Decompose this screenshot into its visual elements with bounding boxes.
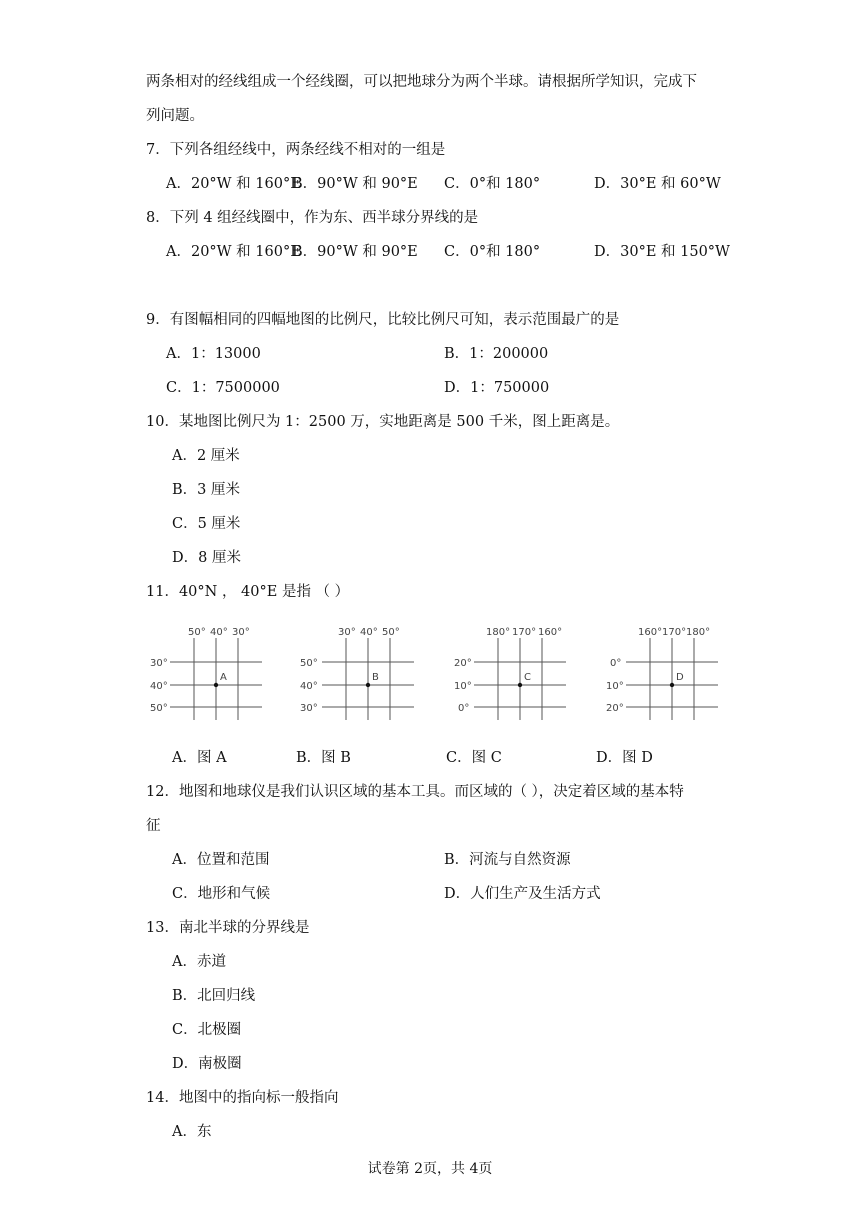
question-12-stem-line-2: 征 xyxy=(146,818,161,834)
figure-d-top-label-1: 160° xyxy=(638,627,663,638)
question-13-option-c[interactable]: C．北极圈 xyxy=(172,1022,242,1038)
question-7-option-d[interactable]: D．30°E 和 60°W xyxy=(594,176,721,192)
question-10-stem: 10．某地图比例尺为 1：2500 万，实地距离是 500 千米，图上距离是。 xyxy=(146,414,620,430)
question-9-option-b[interactable]: B．1：200000 xyxy=(444,346,549,362)
question-8-option-d[interactable]: D．30°E 和 150°W xyxy=(594,244,730,260)
figure-c-top-label-2: 170° xyxy=(512,627,537,638)
figure-d-top-label-3: 180° xyxy=(686,627,711,638)
figure-a-left-label-3: 50° xyxy=(150,703,168,714)
question-7-option-b[interactable]: B．90°W 和 90°E xyxy=(292,176,418,192)
question-14-stem: 14．地图中的指向标一般指向 xyxy=(146,1090,339,1106)
question-8-option-a[interactable]: A．20°W 和 160°E xyxy=(166,244,301,260)
figure-a-grid xyxy=(146,620,268,720)
question-13-stem: 13．南北半球的分界线是 xyxy=(146,920,310,936)
question-7-option-a[interactable]: A．20°W 和 160°E xyxy=(166,176,301,192)
question-11-stem: 11．40°N ， 40°E 是指 （ ） xyxy=(146,584,350,600)
figure-a-top-label-1: 50° xyxy=(188,627,206,638)
question-7-option-c[interactable]: C．0°和 180° xyxy=(444,176,541,192)
question-7-stem: 7．下列各组经线中，两条经线不相对的一组是 xyxy=(146,142,446,158)
question-11-option-c[interactable]: C．图 C xyxy=(446,750,502,766)
question-8-stem: 8．下列 4 组经线圈中，作为东、西半球分界线的是 xyxy=(146,210,479,226)
question-9-stem: 9．有图幅相同的四幅地图的比例尺，比较比例尺可知，表示范围最广的是 xyxy=(146,312,620,328)
figure-b-top-label-1: 30° xyxy=(338,627,356,638)
question-10-option-c[interactable]: C．5 厘米 xyxy=(172,516,241,532)
figure-c-left-label-1: 20° xyxy=(454,658,472,669)
figure-c-top-label-1: 180° xyxy=(486,627,511,638)
figure-c-left-label-2: 10° xyxy=(454,681,472,692)
question-13-option-b[interactable]: B．北回归线 xyxy=(172,988,256,1004)
question-13-option-a[interactable]: A．赤道 xyxy=(172,954,226,970)
figure-c-point-label: C xyxy=(524,672,531,683)
figure-d-point-label: D xyxy=(676,672,684,683)
figure-c-grid xyxy=(446,620,572,720)
question-13-option-d[interactable]: D．南极圈 xyxy=(172,1056,242,1072)
question-9-option-a[interactable]: A．1：13000 xyxy=(166,346,261,362)
figure-a-point xyxy=(214,683,218,687)
question-12-option-c[interactable]: C．地形和气候 xyxy=(172,886,271,902)
figure-b-left-label-1: 50° xyxy=(300,658,318,669)
figure-d-left-label-1: 0° xyxy=(610,658,622,669)
figure-b-point-label: B xyxy=(372,672,379,683)
question-12-stem-line-1: 12．地图和地球仪是我们认识区域的基本工具。而区域的（ ），决定着区域的基本特 xyxy=(146,784,684,800)
question-9-option-c[interactable]: C．1：7500000 xyxy=(166,380,280,396)
question-12-option-d[interactable]: D．人们生产及生活方式 xyxy=(444,886,601,902)
question-12-option-b[interactable]: B．河流与自然资源 xyxy=(444,852,571,868)
figure-a-top-label-2: 40° xyxy=(210,627,228,638)
intro-line-1: 两条相对的经线组成一个经线圈，可以把地球分为两个半球。请根据所学知识，完成下 xyxy=(146,74,697,90)
figure-d-top-label-2: 170° xyxy=(662,627,687,638)
question-14-option-a[interactable]: A．东 xyxy=(172,1124,212,1140)
figure-a-left-label-1: 30° xyxy=(150,658,168,669)
figure-b-point xyxy=(366,683,370,687)
question-10-option-a[interactable]: A．2 厘米 xyxy=(172,448,240,464)
figure-c-left-label-3: 0° xyxy=(458,703,470,714)
figure-d-grid xyxy=(596,620,722,720)
figure-b-top-label-2: 40° xyxy=(360,627,378,638)
question-8-option-b[interactable]: B．90°W 和 90°E xyxy=(292,244,418,260)
question-11-option-a[interactable]: A．图 A xyxy=(172,750,227,766)
question-11-option-b[interactable]: B．图 B xyxy=(296,750,351,766)
figure-b-left-label-2: 40° xyxy=(300,681,318,692)
question-10-option-d[interactable]: D．8 厘米 xyxy=(172,550,241,566)
figure-d-left-label-3: 20° xyxy=(606,703,624,714)
figure-c-top-label-3: 160° xyxy=(538,627,563,638)
figure-a-point-label: A xyxy=(220,672,227,683)
figure-b-left-label-3: 30° xyxy=(300,703,318,714)
figure-c-point xyxy=(518,683,522,687)
question-8-option-c[interactable]: C．0°和 180° xyxy=(444,244,541,260)
question-10-option-b[interactable]: B．3 厘米 xyxy=(172,482,240,498)
figure-b-grid xyxy=(296,620,418,720)
question-11-option-d[interactable]: D．图 D xyxy=(596,750,653,766)
question-12-option-a[interactable]: A．位置和范围 xyxy=(172,852,270,868)
intro-line-2: 列问题。 xyxy=(146,108,204,124)
page-footer: 试卷第 2页，共 4页 xyxy=(367,1161,493,1177)
question-9-option-d[interactable]: D．1：750000 xyxy=(444,380,550,396)
figure-d-left-label-2: 10° xyxy=(606,681,624,692)
figure-a-left-label-2: 40° xyxy=(150,681,168,692)
figure-d-point xyxy=(670,683,674,687)
figure-b-top-label-3: 50° xyxy=(382,627,400,638)
figure-a-top-label-3: 30° xyxy=(232,627,250,638)
